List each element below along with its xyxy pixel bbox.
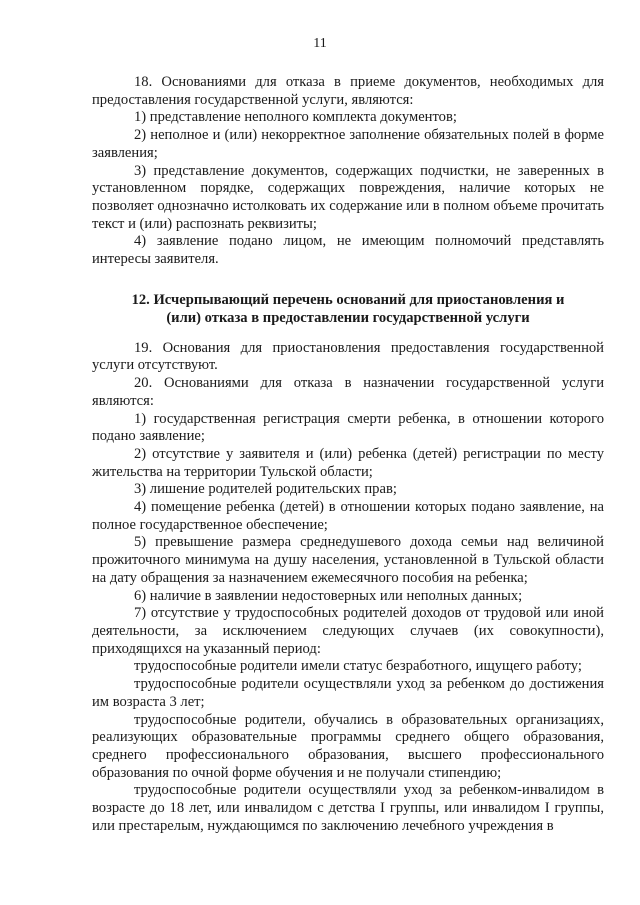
exception-item: трудоспособные родители осуществляли уход за ребенком-инвалидом в возрасте до 18 лет, или инвалидом с детства I группы, или инвалидом I группы, или престарелым, нуждающимся по заключению лечебного учреждения в — [92, 782, 604, 834]
list-item: 3) лишение родителей родительских прав; — [134, 481, 397, 498]
list-item: 3) представление документов, содержащих подчистки, не заверенных в установленном порядке, содержащих повреждения, наличие которых не позволяет однозначно истолковать их содержание или в полном объеме прочитать текст и (или) распознать реквизиты; — [92, 162, 604, 232]
list-item: 4) помещение ребенка (детей) в отношении которых подано заявление, на полное государственное обеспечение; — [92, 499, 604, 533]
list-item: 2) неполное и (или) некорректное заполнение обязательных полей в форме заявления; — [92, 127, 604, 161]
exception-item: трудоспособные родители, обучались в образовательных организациях, реализующих образовательные программы среднего общего образования, среднего профессионального образования, высшего профессионального образования по очной форме обучения и не получали стипендию; — [92, 711, 604, 781]
section-heading — [92, 291, 604, 327]
paragraph-19: 19. Основания для приостановления предоставления государственной услуги отсутствуют. — [92, 339, 604, 374]
list-item: 6) наличие в заявлении недостоверных или неполных данных; — [134, 587, 523, 604]
list-item: 4) заявление подано лицом, не имеющим полномочий представлять интересы заявителя. — [92, 233, 604, 268]
exception-item: трудоспособные родители осуществляли уход за ребенком до достижения им возраста 3 лет; — [92, 676, 604, 710]
list-item: 1) государственная регистрация смерти ребенка, в отношении которого подано заявление; — [92, 410, 604, 445]
paragraph-18: 18. Основаниями для отказа в приеме документов, необходимых для предоставления государственной услуги, являются: — [92, 74, 604, 108]
paragraph-20: 20. Основаниями для отказа в назначении государственной услуги являются: — [92, 375, 604, 409]
list-item: 5) превышение размера среднедушевого дохода семьи над величиной прожиточного минимума на душу населения, установленной в Тульской области на дату обращения за назначением ежемесячного пособия на ребенка; — [92, 534, 604, 586]
exception-item: трудоспособные родители имели статус безработного, ищущего работу; — [134, 658, 582, 675]
document-body — [92, 74, 604, 835]
list-item: 7) отсутствие у трудоспособных родителей доходов от трудовой или иной деятельности, за исключением следующих случаев (их совокупности), приходящихся на указанный период: — [92, 605, 604, 657]
list-item: 2) отсутствие у заявителя и (или) ребенка (детей) регистрации по месту жительства на территории Тульской области; — [92, 445, 604, 480]
section-heading-line: (или) отказа в предоставлении государственной услуги — [166, 309, 530, 326]
page-number: 11 — [313, 36, 327, 51]
list-item: 1) представление неполного комплекта документов; — [134, 109, 457, 126]
section-heading-line: 12. Исчерпывающий перечень оснований для приостановления и — [131, 291, 565, 308]
